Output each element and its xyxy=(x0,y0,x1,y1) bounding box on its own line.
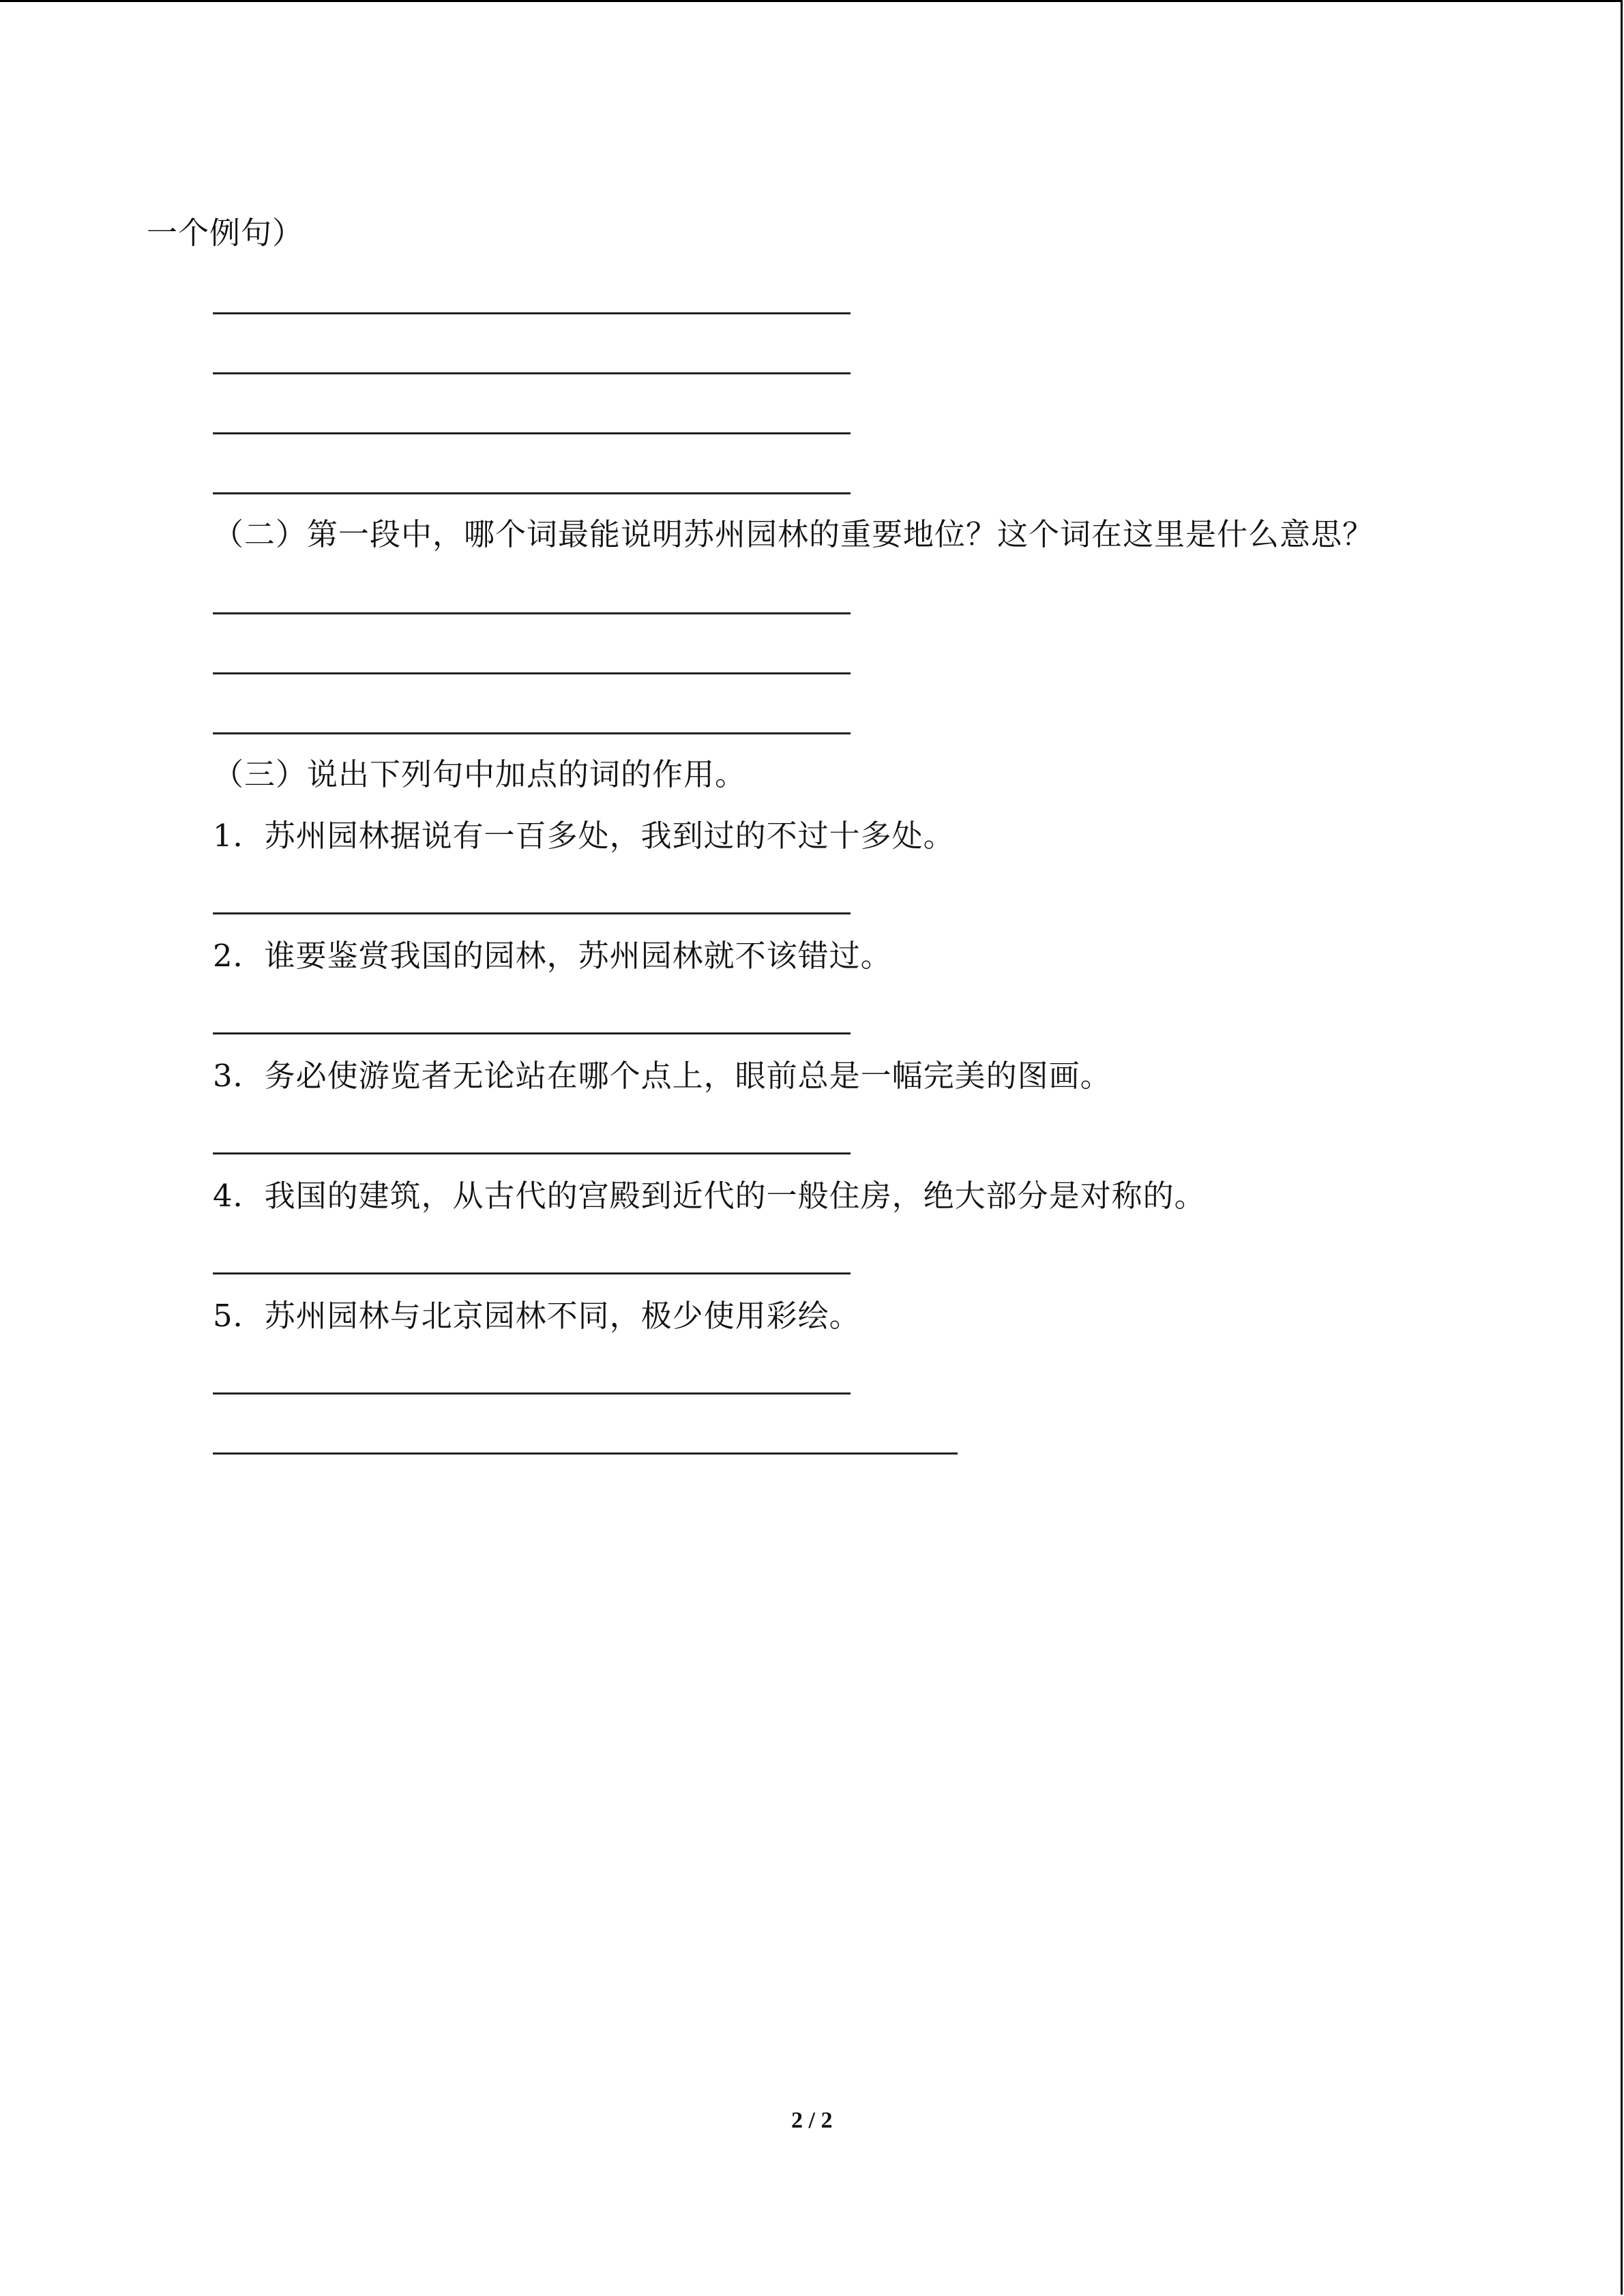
answer-line xyxy=(213,732,851,734)
item-5: 5．苏州园林与北京园林不同，极少使用彩绘。 xyxy=(213,1298,861,1334)
item-1: 1．苏州园林据说有一百多处，我到过的不过十多处。 xyxy=(213,818,955,854)
answer-line xyxy=(213,492,851,494)
item-4: 4．我国的建筑，从古代的宫殿到近代的一般住房，绝大部分是对称的。 xyxy=(213,1178,1206,1214)
answer-line xyxy=(213,372,851,374)
answer-line xyxy=(213,1272,851,1274)
answer-line xyxy=(213,612,851,614)
item-2: 2．谁要鉴赏我国的园林，苏州园林就不该错过。 xyxy=(213,938,892,974)
answer-line xyxy=(213,672,851,674)
answer-line xyxy=(213,912,851,914)
item-3: 3．务必使游览者无论站在哪个点上，眼前总是一幅完美的图画。 xyxy=(213,1058,1112,1094)
answer-line xyxy=(213,1392,851,1395)
answer-line xyxy=(213,432,851,434)
answer-line xyxy=(213,1152,851,1154)
continued-text: 一个例句） xyxy=(147,215,304,251)
answer-line xyxy=(213,1452,958,1455)
answer-line xyxy=(213,1032,851,1034)
question-3: （三）说出下列句中加点的词的作用。 xyxy=(213,756,747,792)
page-number: 2 / 2 xyxy=(791,2108,833,2133)
question-2: （二）第一段中，哪个词最能说明苏州园林的重要地位？这个词在这里是什么意思？ xyxy=(213,516,1374,552)
answer-line xyxy=(213,312,851,314)
